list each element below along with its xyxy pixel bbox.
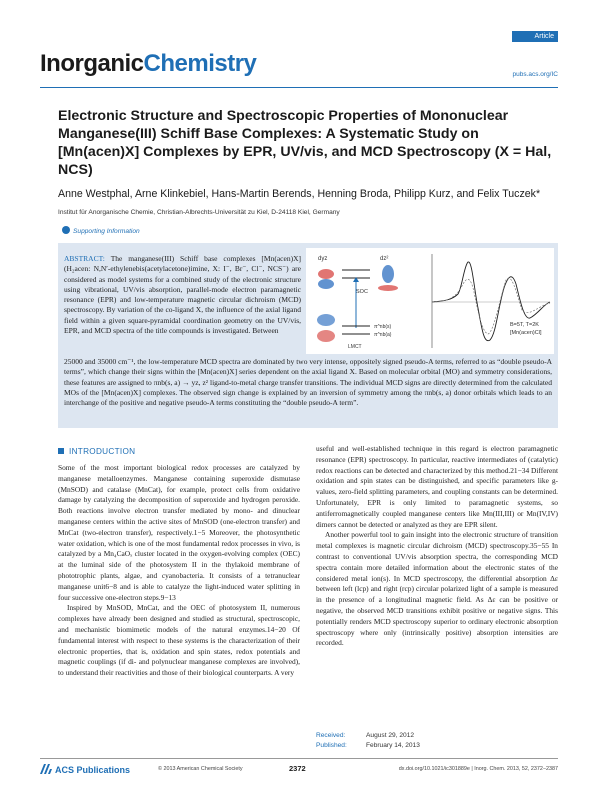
orbital-lobe-icon bbox=[318, 269, 334, 279]
received-date: August 29, 2012 bbox=[366, 732, 415, 739]
author-list: Anne Westphal, Arne Klinkebiel, Hans-Martin Berends, Henning Broda, Philipp Kurz, and Felix Tuczek* bbox=[58, 188, 541, 200]
publisher-name: ACS Publications bbox=[55, 765, 131, 775]
paragraph: Inspired by MnSOD, MnCat, and the OEC of photosystem II, numerous complexes have already been designed and studied as structural, spectroscopic, and mechanistic biomimetic models of the natural enzymes.14−20 Of fundamental interest with respect to these systems is the characterization of their electronic properties, that is, oxidation and spin states, redox potentials and magnetic couplings (if di- and polynuclear manganese complexes are involved), to understand their reactivities and those of their biological counterparts. A very bbox=[58, 603, 300, 678]
toc-label-soc: SOC bbox=[356, 289, 368, 295]
orbital-lobe-icon bbox=[382, 265, 394, 283]
publisher-logo[interactable] bbox=[40, 764, 130, 775]
toc-label-pi-a: π^nb(a) bbox=[374, 332, 392, 338]
toc-graphic-svg bbox=[306, 248, 554, 354]
doi-citation[interactable]: dx.doi.org/10.1021/ic301889e | Inorg. Chem. 2013, 52, 2372−2387 bbox=[398, 766, 558, 772]
published-label: Published: bbox=[316, 742, 347, 749]
abstract-text-top-body: The manganese(III) Schiff base complexes [Mn(acen)X] (H₂acen: N,N′-ethylenebis(acetylacetone)imine, X: I⁻, Br⁻, Cl⁻, NCS⁻) are considered as model systems for a combined study of the electronic structure using vibrational, UV/vis absorption, parallel-mode electron paramagnetic resonance (EPR) and low-temperature magnetic circular dichroism (MCD) spectroscopy. By variation of the co-ligand X, the influence of the axial ligand field within a given square-pyramidal coordination geometry on the UV/vis, EPR, and MCD spectra of the title compounds is investigated. Between bbox=[64, 254, 301, 335]
toc-legend-compound: [Mn(acen)Cl] bbox=[510, 330, 542, 336]
toc-label-lmct: LMCT bbox=[348, 344, 362, 350]
toc-legend-field: B=5T, T=2K bbox=[510, 322, 539, 328]
publication-dates bbox=[316, 731, 420, 751]
orbital-lobe-icon bbox=[317, 330, 335, 342]
received-label: Received: bbox=[316, 732, 346, 739]
supporting-info-label: Supporting Information bbox=[73, 228, 140, 235]
journal-logo bbox=[40, 50, 256, 78]
section-heading bbox=[58, 447, 135, 456]
supporting-info-icon bbox=[62, 226, 70, 234]
paragraph: useful and well-established technique in this regard is electron paramagnetic resonance (EPR) spectroscopy. In particular, reactive intermediates of (catalytic) redox reactions can be detected and characterized by this method.21−34 Different oxidation and spin states can be distinguished, and specific parameters like g-values, zero-field splitting parameters, and coupling constants can be determined. Unfortunately, EPR is only limited to paramagnetic systems, so antiferromagnetically coupled manganese centers like Mn(III,III) or Mn(IV,IV) dimers cannot be detected or analyzed as they are EPR silent. bbox=[316, 444, 558, 529]
section-bullet-icon bbox=[58, 448, 64, 454]
journal-logo-word2: Chemistry bbox=[143, 50, 257, 77]
orbital-lobe-icon bbox=[317, 314, 335, 326]
footer-divider bbox=[40, 758, 558, 759]
page-number: 2372 bbox=[289, 764, 306, 773]
acs-logo-icon bbox=[40, 764, 52, 774]
section-heading-text: INTRODUCTION bbox=[69, 447, 136, 456]
paragraph: Another powerful tool to gain insight into the electronic structure of transition metal complexes is magnetic circular dichroism (MCD) spectroscopy.35−55 In contrast to conventional UV/vis absorption spectra, the corresponding MCD spectra contain more detailed information about the electronic states of the considered metal ion(s). In MCD spectroscopy, the differential absorption Δε between left (lcp) and right (rcp) circular polarized light of a sample is measured in the presence of a longitudinal magnetic field. As Δε can be positive or negative, the observed MCD transitions exhibit positive or negative signs. This potentially renders MCD spectroscopy superior to ordinary electronic absorption spectroscopy where only (intrinsically positive) absorption intensities are recorded. bbox=[316, 530, 558, 648]
header-divider bbox=[40, 87, 558, 88]
toc-graphic bbox=[306, 248, 554, 354]
toc-label-dyz: dyz bbox=[318, 256, 328, 262]
affiliation: Institut für Anorganische Chemie, Christian-Albrechts-Universität zu Kiel, D-24118 Kiel, Germany bbox=[58, 209, 340, 216]
orbital-lobe-icon bbox=[378, 285, 398, 291]
copyright: © 2013 American Chemical Society bbox=[158, 766, 243, 772]
journal-logo-word1: Inorganic bbox=[40, 50, 144, 77]
toc-label-dz2: dz² bbox=[380, 256, 389, 262]
abstract-text-full: 25000 and 35000 cm⁻¹, the low-temperature MCD spectra are dominated by two very intense, oppositely signed pseudo-A terms, referred to as “double pseudo-A terms”, which change their signs within the [Mn(acen)X] series dependent on the axial ligand X. Based on molecular orbital (MO) and symmetry considerations, these features are assigned to πnb(s, a) → yz, z² ligand-to-metal charge transfer transitions. The individual MCD signs are directly determined from the calculated MOs of the [Mn(acen)X] complexes. The observed sign change is explained by an inversion of symmetry among the πnb(s, a) donor orbitals which leads to an interchange of the positive and negative pseudo-A terms constituting the “double pseudo-A term”. bbox=[64, 357, 552, 407]
abstract-text-top bbox=[64, 254, 301, 336]
toc-label-pi-s: π^nb(s) bbox=[374, 324, 392, 330]
body-column-right bbox=[316, 444, 558, 649]
orbital-lobe-icon bbox=[318, 279, 334, 289]
paragraph: Some of the most important biological redox processes are catalyzed by manganese metalloenzymes. Manganese containing superoxide dismutase (MnSOD) and catalase (MnCat), for example, protect cells from oxidative damage by catalyzing the decomposition of superoxide and hydrogen peroxide. Both reactions involve electron transfer mediated by mono- and dinuclear manganese centers within the active sites of MnSOD (one-electron transfer) and MnCat (two-electron transfer), respectively.1−5 Moreover, the photosynthetic water oxidation, which is one of the most fundamental redox processes in vivo, is catalyzed by a Mn₄CaOₓ cluster located in the oxygen-evolving complex (OEC) at the luminal side of the photosystem II in the thylakoid membrane of phototrophic plants, algae, and cyanobacteria. It consists of a tetranuclear manganese unit6−8 and is able to catalyze the light-induced water splitting in four successive one-electron steps.9−13 bbox=[58, 463, 300, 602]
journal-url[interactable]: pubs.acs.org/IC bbox=[512, 71, 558, 78]
article-title: Electronic Structure and Spectroscopic Properties of Mononuclear Manganese(III) Schiff Base Complexes: A Systematic Study on [Mn(acen)X] Complexes by EPR, UV/vis, and MCD Spectroscopy (X = Hal, NCS) bbox=[58, 108, 552, 178]
supporting-info-link[interactable] bbox=[62, 226, 140, 235]
published-date: February 14, 2013 bbox=[366, 742, 420, 749]
abstract-label: ABSTRACT: bbox=[64, 254, 105, 263]
body-column-left bbox=[58, 463, 300, 679]
article-type-tag: Article bbox=[512, 31, 558, 42]
